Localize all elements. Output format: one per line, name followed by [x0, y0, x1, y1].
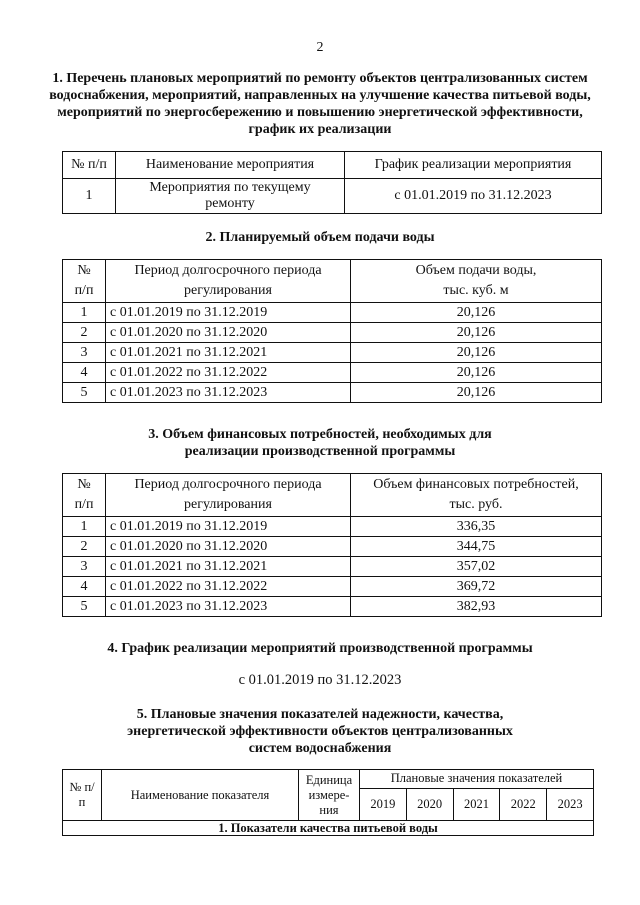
section5-title-line3: систем водоснабжения: [248, 741, 392, 756]
table-row: [63, 597, 602, 617]
row-value: 336,35: [351, 517, 602, 537]
header-period-bottom: регулирования: [184, 497, 272, 512]
table-row: [63, 821, 594, 836]
page-number: 2: [316, 40, 324, 55]
table-header-row: [63, 260, 602, 303]
header-num-bottom: п/п: [74, 497, 94, 512]
subheader: 1. Показатели качества питьевой воды: [63, 821, 594, 836]
header-period: [106, 474, 351, 517]
table-row: [63, 517, 602, 537]
section5-title: [40, 706, 600, 757]
header-value-bottom: тыс. руб.: [449, 497, 503, 512]
section3-title-line1: 3. Объем финансовых потребностей, необходимых для: [148, 427, 492, 442]
table-row: [63, 303, 602, 323]
row-value: 20,126: [351, 323, 602, 343]
row-period: с 01.01.2021 по 31.12.2021: [106, 343, 351, 363]
table-row: [63, 557, 602, 577]
table-header-row: [63, 152, 602, 179]
row-num: 4: [63, 577, 106, 597]
row-period: с 01.01.2021 по 31.12.2021: [106, 557, 351, 577]
header-year: 2022: [500, 788, 547, 820]
header-schedule: График реализации мероприятия: [345, 152, 602, 179]
table-header-row: [63, 474, 602, 517]
table-row: [63, 363, 602, 383]
table-row: [63, 383, 602, 403]
row-num: 3: [63, 557, 106, 577]
header-year: 2023: [547, 788, 594, 820]
header-period-top: Период долгосрочного периода: [134, 477, 322, 492]
header-value: [351, 260, 602, 303]
row-num: 1: [63, 303, 106, 323]
row-num: 3: [63, 343, 106, 363]
header-value: [351, 474, 602, 517]
row-period: с 01.01.2019 по 31.12.2019: [106, 517, 351, 537]
table-row: [63, 179, 602, 214]
row-name: Мероприятия по текущему ремонту: [116, 179, 345, 214]
row-period: с 01.01.2020 по 31.12.2020: [106, 323, 351, 343]
section5-table: [62, 769, 594, 836]
table-header-row: [63, 770, 594, 789]
header-value-top: Объем финансовых потребностей,: [373, 477, 579, 492]
row-value: 382,93: [351, 597, 602, 617]
row-num: 5: [63, 383, 106, 403]
header-unit: Единица измере-ния: [299, 770, 360, 821]
header-num: № п/п: [63, 770, 102, 821]
header-year: 2019: [360, 788, 407, 820]
header-period-bottom: регулирования: [184, 283, 272, 298]
header-num-bottom: п/п: [74, 283, 94, 298]
row-period: с 01.01.2023 по 31.12.2023: [106, 597, 351, 617]
section5-title-line1: 5. Плановые значения показателей надежности, качества,: [136, 707, 504, 722]
header-name: Наименование показателя: [102, 770, 299, 821]
row-period: с 01.01.2020 по 31.12.2020: [106, 537, 351, 557]
header-num-top: №: [77, 263, 91, 278]
table-row: [63, 577, 602, 597]
header-year: 2021: [453, 788, 500, 820]
header-period: [106, 260, 351, 303]
row-value: 369,72: [351, 577, 602, 597]
header-num: [63, 260, 106, 303]
header-num: № п/п: [63, 152, 116, 179]
row-value: 20,126: [351, 363, 602, 383]
row-num: 2: [63, 537, 106, 557]
row-period: с 01.01.2019 по 31.12.2019: [106, 303, 351, 323]
header-period-top: Период долгосрочного периода: [134, 263, 322, 278]
section3-table: [62, 473, 602, 617]
header-planned: Плановые значения показателей: [360, 770, 594, 789]
row-num: 2: [63, 323, 106, 343]
table-row: [63, 537, 602, 557]
section3-title: [40, 426, 600, 460]
row-num: 1: [63, 517, 106, 537]
table-row: [63, 343, 602, 363]
section4-period: с 01.01.2019 по 31.12.2023: [238, 672, 402, 688]
row-value: 357,02: [351, 557, 602, 577]
table-row: [63, 323, 602, 343]
section1-table: [62, 151, 602, 214]
row-period: с 01.01.2022 по 31.12.2022: [106, 363, 351, 383]
header-year: 2020: [406, 788, 453, 820]
row-num: 5: [63, 597, 106, 617]
header-name: Наименование мероприятия: [116, 152, 345, 179]
section3-title-line2: реализации производственной программы: [184, 444, 456, 459]
section5-title-line2: энергетической эффективности объектов централизованных: [127, 724, 513, 739]
section1-title: 1. Перечень плановых мероприятий по ремонту объектов централизованных систем водоснабжения, мероприятий, направленных на улучшение качества питьевой воды, мероприятий по энергосбережению и повышению энергетической эффективности, график их реализации: [49, 71, 591, 137]
row-value: 20,126: [351, 303, 602, 323]
row-num: 1: [63, 179, 116, 214]
section4-title: 4. График реализации мероприятий производственной программы: [107, 641, 533, 656]
row-num: 4: [63, 363, 106, 383]
section2-title: 2. Планируемый объем подачи воды: [205, 230, 435, 245]
section2-table: [62, 259, 602, 403]
header-value-bottom: тыс. куб. м: [443, 283, 509, 298]
header-num-top: №: [77, 477, 91, 492]
header-num: [63, 474, 106, 517]
row-period: с 01.01.2023 по 31.12.2023: [106, 383, 351, 403]
row-schedule: с 01.01.2019 по 31.12.2023: [345, 179, 602, 214]
header-value-top: Объем подачи воды,: [415, 263, 537, 278]
row-period: с 01.01.2022 по 31.12.2022: [106, 577, 351, 597]
row-value: 20,126: [351, 343, 602, 363]
row-value: 344,75: [351, 537, 602, 557]
row-value: 20,126: [351, 383, 602, 403]
